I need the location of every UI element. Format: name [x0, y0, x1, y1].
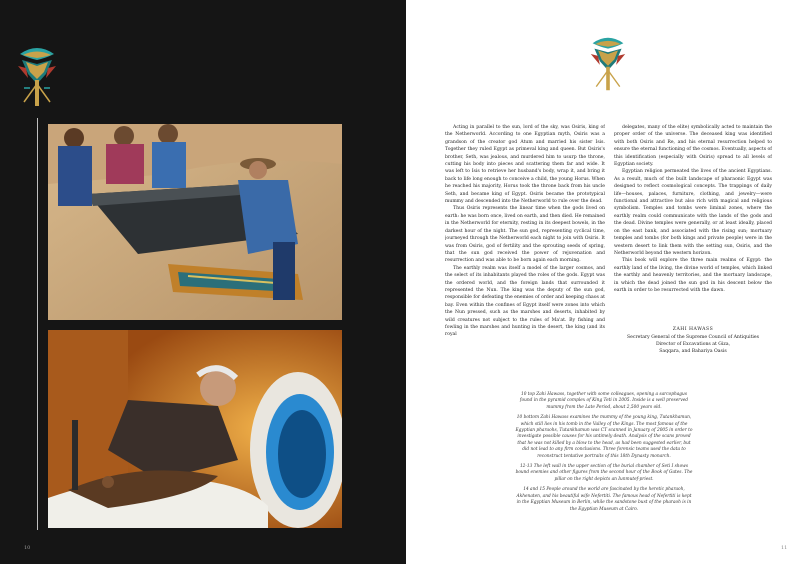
paragraph: Acting in parallel to the sun, lord of the sky, was Osiris, king of the Netherworld. According to one Egyptian myth, Osiris was a grandson of the creator god Atum and married his sister Isis. Together they ruled Egypt as primeval king and queen. But Osiris's brother, Seth, was jealous, and murdered him to usurp the throne, cutting his body into pieces and scattering them far and wide. It was left to Isis to retrieve her husband's body, wrap it, and bring it back to life long enough to conceive a child, the young Horus. When he reached his majority, Horus took the throne back from his uncle Seth, and became king of Egypt. Osiris became the prototypical mummy and descended into the Netherworld to rule over the dead.: [445, 125, 605, 205]
author-title: Secretary General of the Supreme Council of Antiquities: [627, 335, 759, 340]
caption: 12-13 The left wall in the upper section of the burial chamber of Seti I shows bound enemies and other figures from the second hour of the Book of Gates. The pillar on the right depicts an Iunmutef-priest.: [515, 464, 693, 482]
text-column-2: [614, 124, 772, 309]
author-title: Saqqara, and Bahariya Oasis: [659, 349, 727, 354]
photo-captions: [515, 392, 693, 517]
caption: 10 top Zahi Hawass, together with some colleagues, opening a sarcophagus found in the pyramid complex of King Teti in 2005. Inside is a well preserved mummy from the Late Period, about 2,500 years old.: [519, 392, 689, 410]
paragraph: Egyptian religion permeated the lives of the ancient Egyptians. As a result, much of the built landscape of pharaonic Egypt was designed to reflect cosmological concepts. The trappings of daily life—houses, palaces, furniture, clothing, and jewelry—were functional and attractive but also rich with magical and religious symbolism. Temples and tombs were liminal zones, where the earthly realm could communicate with the lands of the gods and the dead. Divine temples were generally, or at least ideally, placed on the east bank, and associated with the rising sun; mortuary temples and tombs (for both kings and private people) were in the western desert to link them with the setting sun, Osiris, and the Netherworld beyond the western horizon.: [614, 169, 772, 256]
paragraph: Thus Osiris represents the linear time when the gods lived on earth: he was born once, lived on earth, and then died. He remained in the Netherworld for eternity, resting in its deepest bowels, in the darkest hour of the night. The sun god, representing cyclical time, journeyed through the Netherworld each night to join with Osiris. It was from Osiris, god of fertility and the sprouting seeds of spring, that the sun god received the power of rejuvenation and resurrection and was able to be born again each morning.: [445, 206, 605, 264]
text-column-1: [445, 124, 605, 386]
paragraph: This book will explore the three main realms of Egypt: the earthly land of the living, the divine world of temples, which linked the earthly and heavenly territories, and the mortuary landscape, in which the dead joined the sun god in his descent below the earth in order to be resurrected with the dawn.: [614, 258, 772, 293]
vertical-rule: [37, 118, 38, 530]
photo-sarcophagus-excavation: [48, 124, 342, 320]
signature-block: [614, 326, 772, 355]
author-title: Director of Excavations at Giza,: [655, 342, 731, 347]
author-name: ZAHI HAWASS: [672, 327, 714, 332]
photo-ct-scanner: [48, 330, 342, 528]
lotus-emblem-icon: [589, 34, 627, 94]
page-number-right: 11: [781, 545, 788, 551]
page-number-left: 10: [24, 545, 31, 551]
caption: 10 bottom Zahi Hawass examines the mummy of the young king, Tutankhamun, which still lies in his tomb in the Valley of the Kings. The most famous of the Egyptian pharaohs, Tutankhamun was CT scanned in January of 2005 in order to investigate possible causes for his untimely death. Analysis of the scans proved that he was not killed by a blow to the head, as had been suggested earlier, but did not lead to any firm conclusions. Three forensic teams used the data to reconstruct tentative portraits of this 18th Dynasty monarch.: [515, 415, 693, 459]
paragraph: delegates, many of the elite) symbolically acted to maintain the proper order of the universe. The deceased king was identified with both Osiris and Re, and his eternal resurrection helped to ensure the eternal functioning of the cosmos. Eventually, aspects of this identification (especially with Osiris) spread to all levels of Egyptian society.: [614, 125, 772, 168]
lotus-emblem-icon: [16, 44, 58, 110]
paragraph: The earthly realm was itself a model of the larger cosmos, and the select of its inhabitants played the roles of the gods. Egypt was the ordered world, and the foreign lands that surrounded it represented the Nun. The king was the deputy of the sun god, responsible for defeating the enemies of order and keeping chaos at bay. Even within the confines of Egypt itself were zones into which the Nun pressed, such as the marshes and deserts, inhabited by wild creatures not subject to the rules of Ma'at. By fishing and fowling in the marshes and hunting in the desert, the king (and its royal: [445, 265, 605, 338]
caption: 14 and 15 People around the world are fascinated by the heretic pharaoh, Akhenaten, and his beautiful wife Nefertiti. The famous head of Nefertiti is kept in the Egyptian Museum in Berlin, while the sandstone bust of the pharaoh is in the Egyptian Museum at Cairo.: [516, 487, 692, 512]
